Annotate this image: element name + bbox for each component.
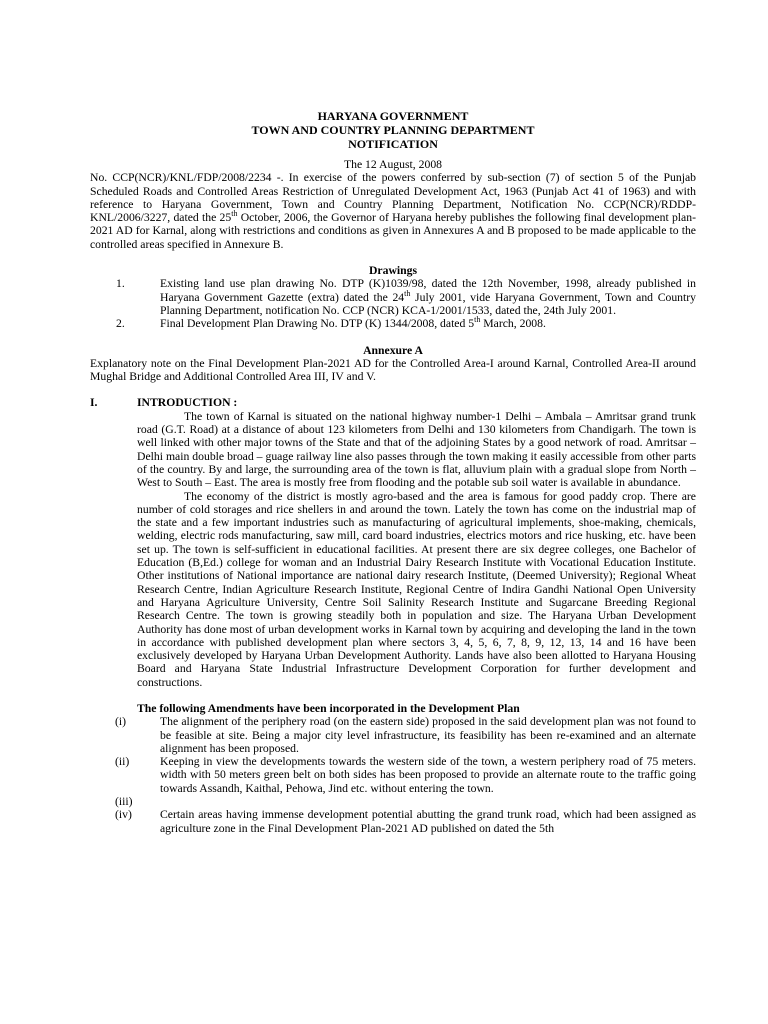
amendment-text: The alignment of the periphery road (on the eastern side) proposed in the said development plan was not found to be feasible at site. Being a major city level infrastructure, its feasibility has been re-examined and an alternate alignment has been proposed. — [160, 715, 696, 755]
drawing-text-1: Existing land use plan drawing No. DTP (K)1039/98, dated the 12th November, 1998, already published in Haryana Government Gazette (extra) dated the 24 — [160, 277, 696, 304]
introduction-paragraph-2: The economy of the district is mostly agro-based and the area is famous for good paddy crop. There are number of cold storages and rice shellers in and around the town. Lately the town has come on the industrial map of the state and a few important industries such as manufacturing of agricultural implements, shoe-making, chemicals, welding, electric rods manufacturing, saw mill, card board industries, electrics motors and rice husking, etc. have been set up. The town is self-sufficient in educational facilities. At present there are six degree colleges, one Bachelor of Education (B,Ed.) college for woman and an Industrial Dairy Research Institute with Vocational Education Institute. Other institutions of National importance are national dairy research Institute, (Deemed University); Regional Wheat Research Centre, Indian Agriculture Research Institute, Regional Centre of Indira Gandhi National Open University and Haryana Agriculture University, Centre Soil Salinity Research Institute and Sugarcane Breeding Regional Research Centre. The town is growing steadily both in population and size. The Haryana Urban Development Authority has done most of urban development works in Karnal town by acquiring and developing the land in the town in accordance with published development plan where sectors 3, 4, 5, 6, 7, 8, 9, 12, 13, 14 and 16 have been exclusively developed by Haryana Urban Development Authority. Lands have also been allotted to Haryana Housing Board and Haryana State Industrial Infrastructure Development Corporation for further development and constructions. — [137, 489, 696, 689]
notification-text-2: October, 2006, the Governor of Haryana hereby publishes the following final development plan-2021 AD for Karnal, along with restrictions and conditions as given in Annexures A and B proposed to be made applicable to the controlled areas specified in Annexure B. — [90, 211, 696, 251]
introduction-roman-numeral: I. — [90, 396, 98, 410]
amendment-number: (ii) — [115, 755, 130, 769]
drawing-text-2: March, 2008. — [480, 317, 546, 331]
header-line-2: TOWN AND COUNTRY PLANNING DEPARTMENT — [251, 123, 535, 137]
drawing-text — [160, 317, 696, 330]
drawing-text-2: July 2001, vide Haryana Government, Town and Country Planning Department, notification No. CCP (NCR) KCA-1/2001/1533, dated the, 24th July 2001. — [160, 290, 696, 317]
amendment-item — [90, 755, 696, 795]
amendment-number: (i) — [115, 715, 127, 729]
amendment-text: Keeping in view the developments towards the western side of the town, a western periphery road of 75 meters. width with 50 meters green belt on both sides has been proposed to provide an alternate route to the traffic going towards Assandh, Kaithal, Pehowa, Jind etc. without entering the town. — [160, 755, 696, 795]
amendment-text — [160, 795, 696, 808]
notification-sup: th — [231, 209, 238, 219]
annexure-a-title: Annexure A — [363, 343, 423, 357]
introduction-heading — [90, 396, 696, 409]
amendment-text: Certain areas having immense development potential abutting the grand trunk road, which had been assigned as agriculture zone in the Final Development Plan-2021 AD published on dated the 5th — [160, 808, 696, 835]
introduction-paragraph-1: The town of Karnal is situated on the national highway number-1 Delhi – Ambala – Amritsar grand trunk road (G.T. Road) at a distance of about 123 kilometers from Delhi and 130 kilometers from Chandigarh. The town is well linked with other major towns of the State and that of the adjoining States by a good network of road. Amritsar – Delhi main double broad – guage railway line also passes through the town making it easily accessible from other parts of the country. By and large, the surrounding area of the town is flat, alluvium plain with a gradual slope from North – West to South – East. The area is mostly free from flooding and the potable sub soil water is available in abundance. — [137, 409, 696, 490]
drawing-item — [90, 317, 696, 330]
drawing-sup: th — [474, 315, 481, 325]
header-line-3: NOTIFICATION — [348, 137, 438, 151]
document-page — [90, 109, 696, 835]
drawing-sup: th — [404, 288, 411, 298]
notification-text-1: No. CCP(NCR)/KNL/FDP/2008/2234 -. In exercise of the powers conferred by sub-section (7) of section 5 of the Punjab Scheduled Roads and Controlled Areas Restriction of Unregulated Development Act, 1963 (Punjab Act 41 of 1963) and with reference to Haryana Government, Town and Country Planning Department, Notification No. CCP(NCR)/RDDP-KNL/2006/3227, dated the 25 — [90, 171, 696, 225]
drawing-text-1: Final Development Plan Drawing No. DTP (K) 1344/2008, dated 5 — [160, 317, 475, 331]
drawing-item — [90, 277, 696, 317]
notification-paragraph — [90, 171, 696, 251]
amendment-item — [90, 795, 696, 808]
amendment-number: (iii) — [115, 795, 133, 809]
drawing-text — [160, 277, 696, 317]
introduction-title: INTRODUCTION : — [137, 396, 238, 410]
drawings-title: Drawings — [368, 264, 418, 278]
header-line-1: HARYANA GOVERNMENT — [317, 109, 469, 123]
amendments-title: The following Amendments have been incorporated in the Development Plan — [137, 701, 520, 715]
amendment-item — [90, 715, 696, 755]
drawing-number: 1. — [116, 277, 125, 291]
notification-date: The 12 August, 2008 — [343, 158, 443, 171]
amendment-item — [90, 808, 696, 835]
drawing-number: 2. — [116, 317, 125, 331]
annexure-a-text: Explanatory note on the Final Development Plan-2021 AD for the Controlled Area-I around Karnal, Controlled Area-II around Mughal Bridge and Additional Controlled Area III, IV and V. — [90, 356, 696, 384]
amendment-number: (iv) — [115, 808, 132, 822]
